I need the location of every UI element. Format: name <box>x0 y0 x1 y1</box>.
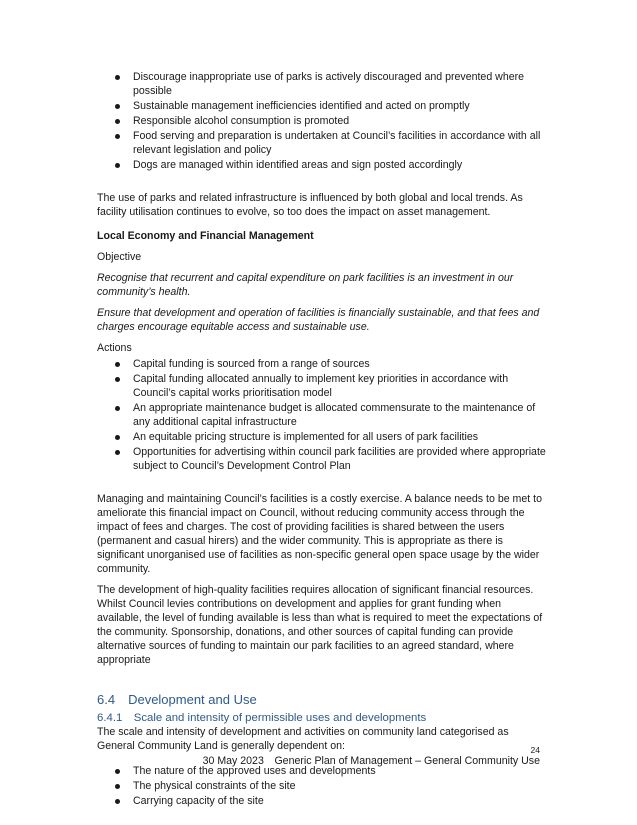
bullet-icon <box>115 134 120 139</box>
list-item-text: The nature of the approved uses and developments <box>133 765 376 777</box>
list-item <box>97 158 547 172</box>
list-item-text: Dogs are managed within identified areas and sign posted accordingly <box>133 159 463 171</box>
list-item <box>97 70 547 98</box>
footer-text: 30 May 2023 Generic Plan of Management – General Community Use <box>202 755 540 767</box>
bullet-icon <box>115 435 120 440</box>
list-item-text: Opportunities for advertising within council park facilities are provided where appropriate subject to Council’s Development Control Plan <box>133 446 546 472</box>
list-item <box>97 129 547 157</box>
list-item-text: Capital funding allocated annually to implement key priorities in accordance with Council’s capital works prioritisation model <box>133 373 509 399</box>
objective-label: Objective <box>97 251 142 263</box>
list-item <box>97 99 547 113</box>
list-item-text: An appropriate maintenance budget is allocated commensurate to the maintenance of any additional capital infrastructure <box>133 402 536 428</box>
list-item <box>97 357 547 371</box>
list-item-text: Capital funding is sourced from a range of sources <box>133 358 370 370</box>
actions-label: Actions <box>97 342 132 354</box>
page-footer <box>140 745 540 768</box>
bullet-icon <box>115 104 120 109</box>
bullet-icon <box>115 406 120 411</box>
list-item-text: Food serving and preparation is undertaken at Council’s facilities in accordance with all relevant legislation and policy <box>133 130 541 156</box>
list-item-text: Discourage inappropriate use of parks is actively discouraged and prevented where possible <box>133 71 525 97</box>
objective-statement-2: Ensure that development and operation of facilities is financially sustainable, and that fees and charges encourage equitable access and sustainable use. <box>97 307 540 333</box>
bullet-icon <box>115 75 120 80</box>
development-paragraph: The development of high-quality facilities requires allocation of significant financial resources. Whilst Council levies contributions on development and applies for grant funding when available, the level of funding available is less than what is required to meet the expectations of the community. Sponsorship, donations, and other sources of capital funding can provide alternative sources of funding to maintain our park facilities to an agreed standard, where appropriate <box>97 584 543 666</box>
list-item <box>97 779 547 793</box>
list-item-text: Responsible alcohol consumption is promoted <box>133 115 350 127</box>
action-bullet-list <box>97 357 547 473</box>
list-item-text: Carrying capacity of the site <box>133 795 264 807</box>
list-item <box>97 401 547 429</box>
bullet-icon <box>115 362 120 367</box>
list-item <box>97 794 547 808</box>
page-number: 24 <box>530 745 540 755</box>
bullet-icon <box>115 119 120 124</box>
list-item-text: The physical constraints of the site <box>133 780 296 792</box>
list-item-text: Sustainable management inefficiencies identified and acted on promptly <box>133 100 470 112</box>
list-item-text: An equitable pricing structure is implemented for all users of park facilities <box>133 431 479 443</box>
list-item <box>97 372 547 400</box>
bullet-icon <box>115 377 120 382</box>
bullet-icon <box>115 799 120 804</box>
bullet-icon <box>115 784 120 789</box>
section-heading: Local Economy and Financial Management <box>97 230 314 242</box>
list-item <box>97 114 547 128</box>
scale-paragraph: The scale and intensity of development and activities on community land categorised as General Community Land is generally dependent on: <box>97 726 509 752</box>
bullet-icon <box>115 450 120 455</box>
objective-statement-1: Recognise that recurrent and capital expenditure on park facilities is an investment in our community’s health. <box>97 272 514 298</box>
scale-bullet-list <box>97 764 547 808</box>
list-item <box>97 445 547 473</box>
list-item <box>97 430 547 444</box>
bullet-icon <box>115 769 120 774</box>
page-content <box>97 70 547 809</box>
heading-6-4-1: 6.4.1 Scale and intensity of permissible uses and developments <box>97 712 427 724</box>
bullet-icon <box>115 163 120 168</box>
top-bullet-list <box>97 70 547 172</box>
heading-6-4: 6.4 Development and Use <box>97 692 257 707</box>
trends-paragraph: The use of parks and related infrastructure is influenced by both global and local trends. As facility utilisation continues to evolve, so too does the impact on asset management. <box>97 192 523 218</box>
managing-paragraph: Managing and maintaining Council’s facilities is a costly exercise. A balance needs to be met to ameliorate this financial impact on Council, without reducing community access through the impact of fees and charges. The cost of providing facilities is shared between the users (permanent and casual hirers) and the wider community. This is appropriate as there is significant unorganised use of facilities as non-specific general open space usage by the wider community. <box>97 493 542 575</box>
